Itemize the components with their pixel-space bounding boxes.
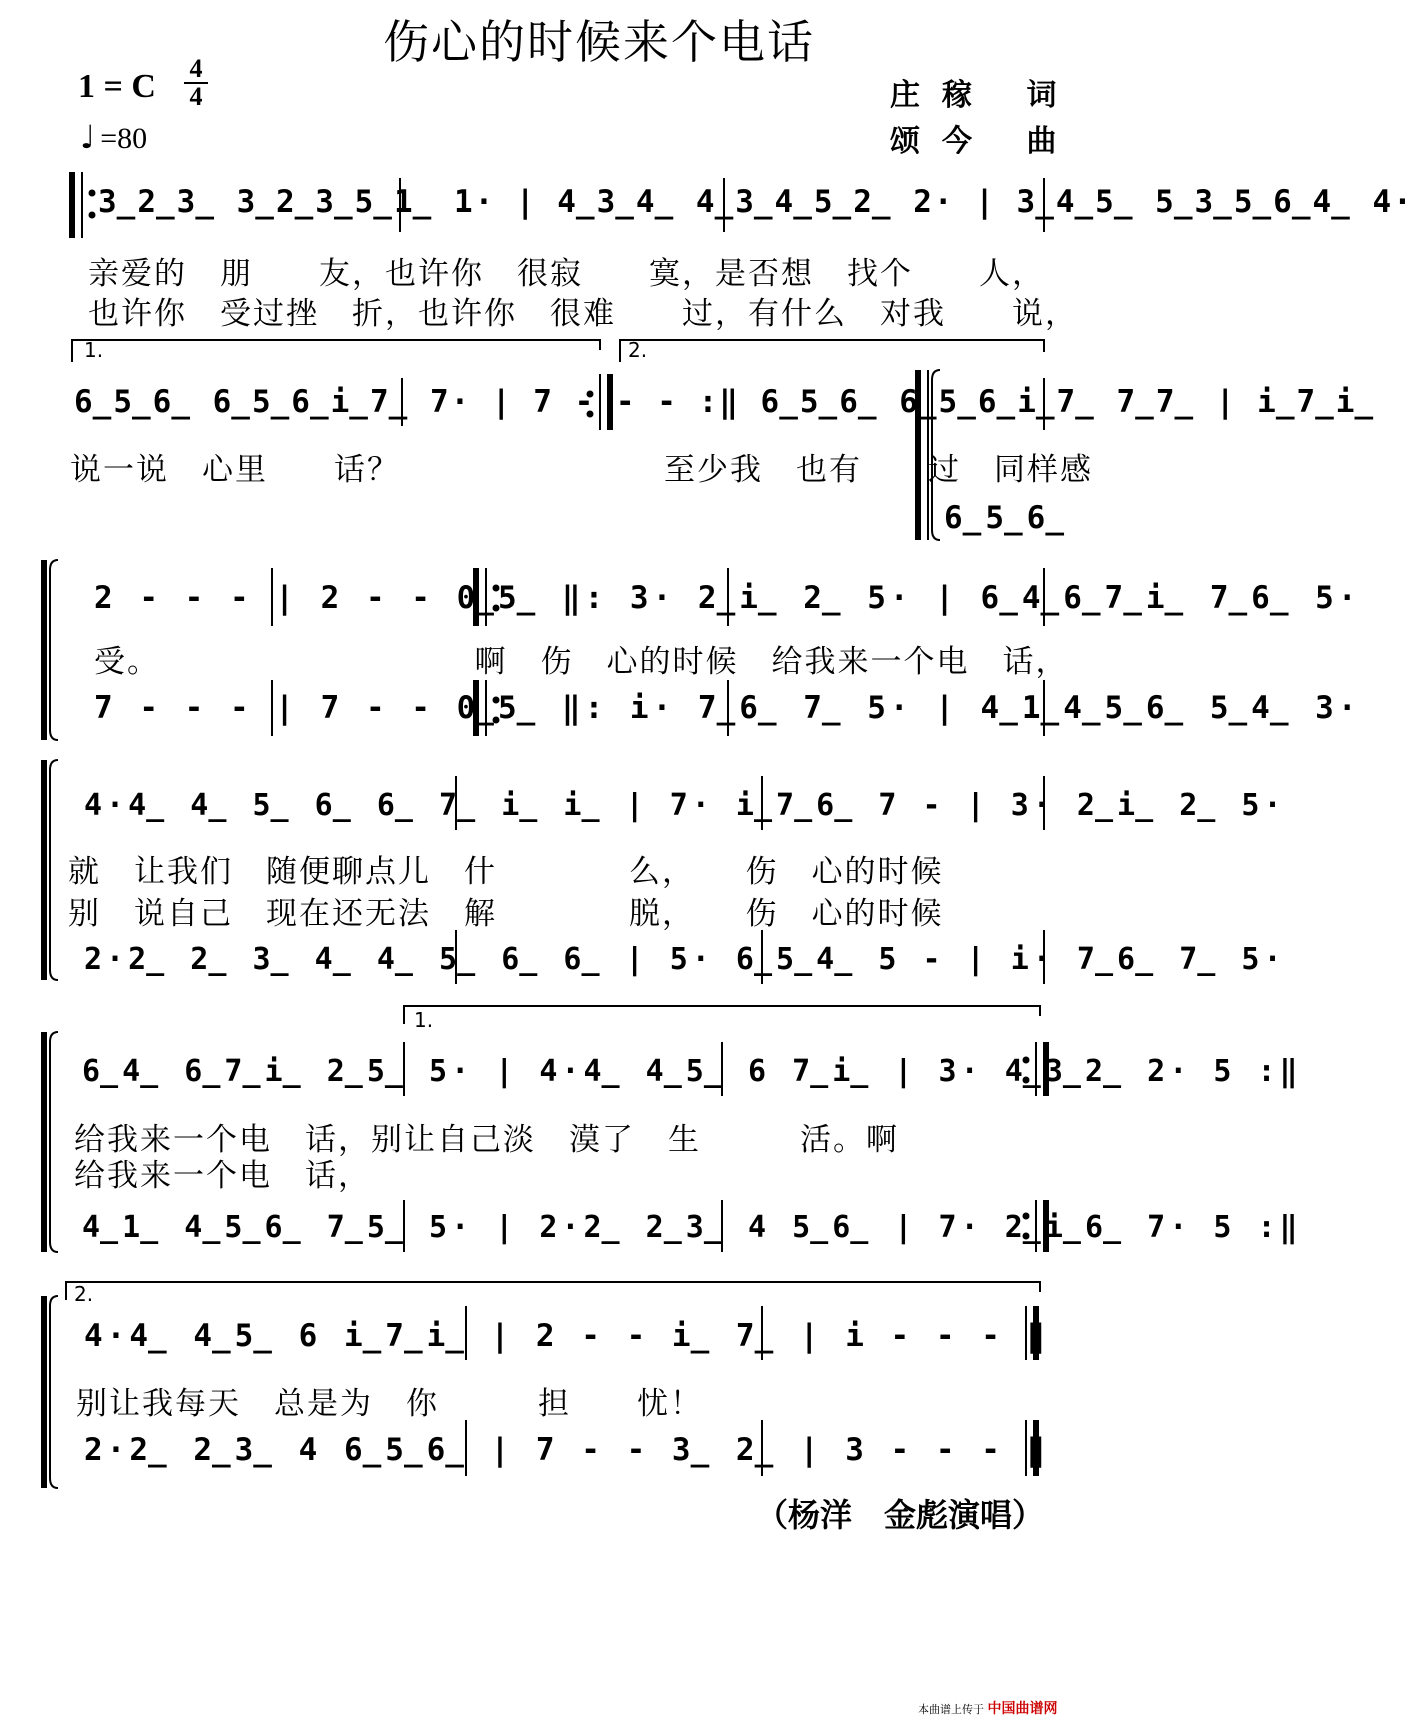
system-1-notes: 3̲2̲3̲ 3̲2̲3̲5̲1̲ 1· | 4̲3̲4̲ 4̲3̲4̲5̲2̲ 2· | 3̲4̲5̲ 5̲3̲5̲6̲4̲ 4· [98, 184, 1414, 220]
site-footer [918, 1698, 1058, 1718]
tempo-value: =80 [100, 122, 148, 155]
system-2-lower-notes: 6̲5̲6̲ [944, 500, 1068, 536]
lyricist-credit: 庄稼 词 [890, 78, 1079, 113]
system-4-upper-notes: 4·4̲ 4̲ 5̲ 6̲ 6̲ 7̲ i̲ i̲ | 7· i̲7̲6̲ 7 - | 3· 2̲i̲ 2̲ 5· [84, 788, 1286, 823]
system-1-lyrics-verse-2: 也许你 受过挫 折，也许你 很难 过，有什么 对我 说， [88, 296, 1078, 332]
system-2-lyrics: 说一说 心里 话？ 至少我 也有 过 同样感 [70, 452, 1093, 488]
system-5-lower-notes: 4̲1̲ 4̲5̲6̲ 7̲5̲ 5· | 2·2̲ 2̲3̲ 4 5̲6̲ | 7· 2̲i̲6̲ 7· 5 :‖ [82, 1210, 1302, 1245]
system-5-upper-notes: 6̲4̲ 6̲7̲i̲ 2̲5̲ 5· | 4·4̲ 4̲5̲ 6 7̲i̲ | 3· 4̲3̲2̲ 2· 5 :‖ [82, 1054, 1302, 1089]
system-3-lyrics: 受。 啊 伤 心的时候 给我来一个电 话， [94, 644, 1069, 680]
time-signature-top: 4 [189, 54, 203, 83]
system-6-lower-notes: 2·2̲ 2̲3̲ 4 6̲5̲6̲ | 7 - - 3̲ 2̲ | 3 - - - ‖ [84, 1432, 1050, 1468]
system-6-lyrics: 别让我每天 总是为 你 担 忧！ [76, 1386, 703, 1422]
footer-prefix: 本曲谱上传于 [918, 1703, 984, 1716]
quarter-note-icon: ♩ [80, 118, 96, 156]
system-1-lyrics-verse-1: 亲爱的 朋 友，也许你 很寂 寞，是否想 找个 人， [88, 256, 1045, 292]
volta-2-label-system-6: 2. [74, 1282, 94, 1306]
system-4-lyrics-verse-1: 就 让我们 随便聊点儿 什 么， 伤 心的时候 [68, 854, 944, 890]
time-signature-bottom: 4 [189, 82, 203, 111]
system-5-lyrics-verse-2: 给我来一个电 话， [74, 1158, 371, 1194]
system-3-upper-notes: 2 - - - | 2 - - 0̲5̲ ‖: 3· 2̲i̲ 2̲ 5· | 6̲4̲6̲7̲i̲ 7̲6̲ 5· [94, 580, 1361, 616]
performers-credit: （杨洋 金彪演唱） [756, 1496, 1045, 1534]
volta-1-label-system-5: 1. [414, 1008, 434, 1032]
song-title: 伤心的时候来个电话 [383, 15, 815, 69]
system-5-lyrics-verse-1: 给我来一个电 话，别让自己淡 漠了 生 活。啊 [74, 1122, 899, 1158]
system-2-notes: 6̲5̲6̲ 6̲5̲6̲i̲7̲ 7· | 7 - - - :‖ 6̲5̲6̲ 6̲5̲6̲i̲7̲ 7̲7̲ | i̲7̲i̲ [74, 384, 1376, 420]
system-4-lyrics-verse-2: 别 说自己 现在还无法 解 脱， 伤 心的时候 [68, 896, 944, 932]
footer-site: 中国曲谱网 [987, 1701, 1058, 1717]
system-3-lower-notes: 7 - - - | 7 - - 0̲5̲ ‖: i· 7̲6̲ 7̲ 5· | 4̲1̲4̲5̲6̲ 5̲4̲ 3· [94, 690, 1361, 726]
volta-2-label: 2. [628, 338, 648, 362]
composer-credit: 颂今 曲 [890, 124, 1079, 159]
key-signature: 1 = C [78, 68, 156, 105]
volta-1-label: 1. [84, 338, 104, 362]
system-4-lower-notes: 2·2̲ 2̲ 3̲ 4̲ 4̲ 5̲ 6̲ 6̲ | 5· 6̲5̲4̲ 5 - | i· 7̲6̲ 7̲ 5· [84, 942, 1286, 977]
system-6-upper-notes: 4·4̲ 4̲5̲ 6 i̲7̲i̲ | 2 - - i̲ 7̲ | i - - - ‖ [84, 1318, 1050, 1354]
system-2-barlines [72, 340, 1044, 540]
